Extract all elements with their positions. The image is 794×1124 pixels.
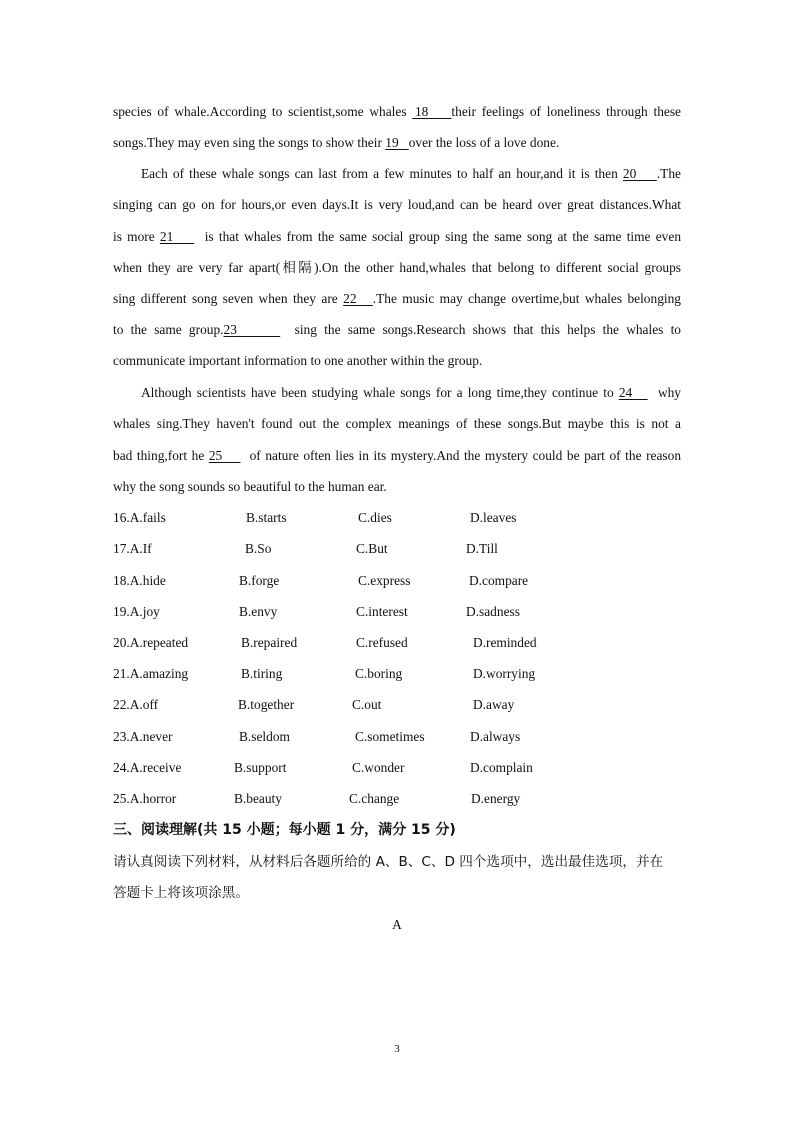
option-20-c: C.refused	[356, 635, 408, 650]
blank-24: 24	[618, 385, 633, 400]
option-17-b: B.So	[245, 541, 272, 556]
option-21-c: C.boring	[355, 666, 403, 681]
option-20-d: D.reminded	[473, 635, 537, 650]
option-16-b: B.starts	[246, 510, 287, 525]
blank-20: 20	[622, 166, 637, 181]
option-16-c: C.dies	[358, 510, 392, 525]
blank-25: 25	[208, 448, 223, 463]
passage-line-12: bad thing,fort he 25 of nature often lies in its mystery.And the mystery could be part of the reason	[113, 448, 682, 463]
option-19-c: C.interest	[356, 604, 408, 619]
passage-line-11: whales sing.They haven't found out the complex meanings of these songs.But maybe this is not a	[113, 416, 681, 431]
passage-line-8: to the same group.23 sing the same songs.Research shows that this helps the whales to	[113, 322, 682, 337]
passage-line-13: why the song sounds so beautiful to the human ear.	[113, 479, 387, 494]
option-18-d: D.compare	[469, 573, 529, 588]
option-23-d: D.always	[470, 729, 521, 744]
page-number: 3	[394, 1043, 400, 1055]
option-24-c: C.wonder	[352, 760, 405, 775]
option-22-d: D.away	[473, 697, 515, 712]
section-instruction-2: 答题卡上将该项涂黑。	[113, 885, 249, 901]
option-20-b: B.repaired	[241, 635, 298, 650]
blank-23: 23	[223, 322, 237, 337]
section-instruction-1: 请认真阅读下列材料，从材料后各题所给的 A、B、C、D 四个选项中，选出最佳选项，并在	[113, 854, 664, 870]
blank-18: 18	[414, 104, 429, 119]
blank-22: 22	[343, 291, 357, 306]
passage-line-7: sing different song seven when they are 22 .The music may change overtime,but whales belonging	[113, 291, 681, 306]
section-title: 三、阅读理解(共 15 小题；每小题 1 分，满分 15 分)	[113, 822, 456, 838]
option-21-a: 21.A.amazing	[113, 666, 189, 681]
option-19-a: 19.A.joy	[113, 604, 160, 619]
option-23-c: C.sometimes	[355, 729, 425, 744]
passage-line-2: songs.They may even sing the songs to show their 19 over the loss of a love done.	[113, 135, 560, 150]
passage-line-4: singing can go on for hours,or even days.It is very loud,and can be heard over great distances.What	[113, 197, 681, 212]
passage-line-6: when they are very far apart(相隔).On the other hand,whales that belong to different social groups	[113, 260, 681, 275]
option-23-b: B.seldom	[239, 729, 290, 744]
option-21-b: B.tiring	[241, 666, 283, 681]
option-17-c: C.But	[356, 541, 388, 556]
passage-line-10: Although scientists have been studying whale songs for a long time,they continue to 24 why	[141, 385, 681, 400]
option-25-a: 25.A.horror	[113, 791, 177, 806]
option-24-b: B.support	[234, 760, 287, 775]
option-25-d: D.energy	[471, 791, 521, 806]
option-22-a: 22.A.off	[113, 697, 159, 712]
passage-line-5: is more 21 is that whales from the same social group sing the same song at the same time even	[113, 229, 682, 244]
blank-21: 21	[159, 229, 174, 244]
blank-19: 19	[385, 135, 399, 150]
option-20-a: 20.A.repeated	[113, 635, 189, 650]
option-18-b: B.forge	[239, 573, 280, 588]
passage-line-9: communicate important information to one another within the group.	[113, 353, 483, 368]
option-18-c: C.express	[358, 573, 411, 588]
option-16-a: 16.A.fails	[113, 510, 166, 525]
option-25-c: C.change	[349, 791, 400, 806]
option-21-d: D.worrying	[473, 666, 536, 681]
option-17-d: D.Till	[466, 541, 498, 556]
option-18-a: 18.A.hide	[113, 573, 166, 588]
passage-label: A	[392, 917, 402, 932]
option-19-b: B.envy	[239, 604, 278, 619]
option-16-d: D.leaves	[470, 510, 517, 525]
option-24-d: D.complain	[470, 760, 533, 775]
option-22-b: B.together	[238, 697, 295, 712]
option-25-b: B.beauty	[234, 791, 282, 806]
option-19-d: D.sadness	[466, 604, 520, 619]
option-24-a: 24.A.receive	[113, 760, 182, 775]
option-22-c: C.out	[352, 697, 382, 712]
passage-line-3: Each of these whale songs can last from a few minutes to half an hour,and it is then 20 .The	[141, 166, 681, 181]
option-17-a: 17.A.If	[113, 541, 152, 556]
option-23-a: 23.A.never	[113, 729, 173, 744]
passage-line-1: species of whale.According to scientist,some whales 18 their feelings of loneliness through these	[113, 104, 681, 119]
